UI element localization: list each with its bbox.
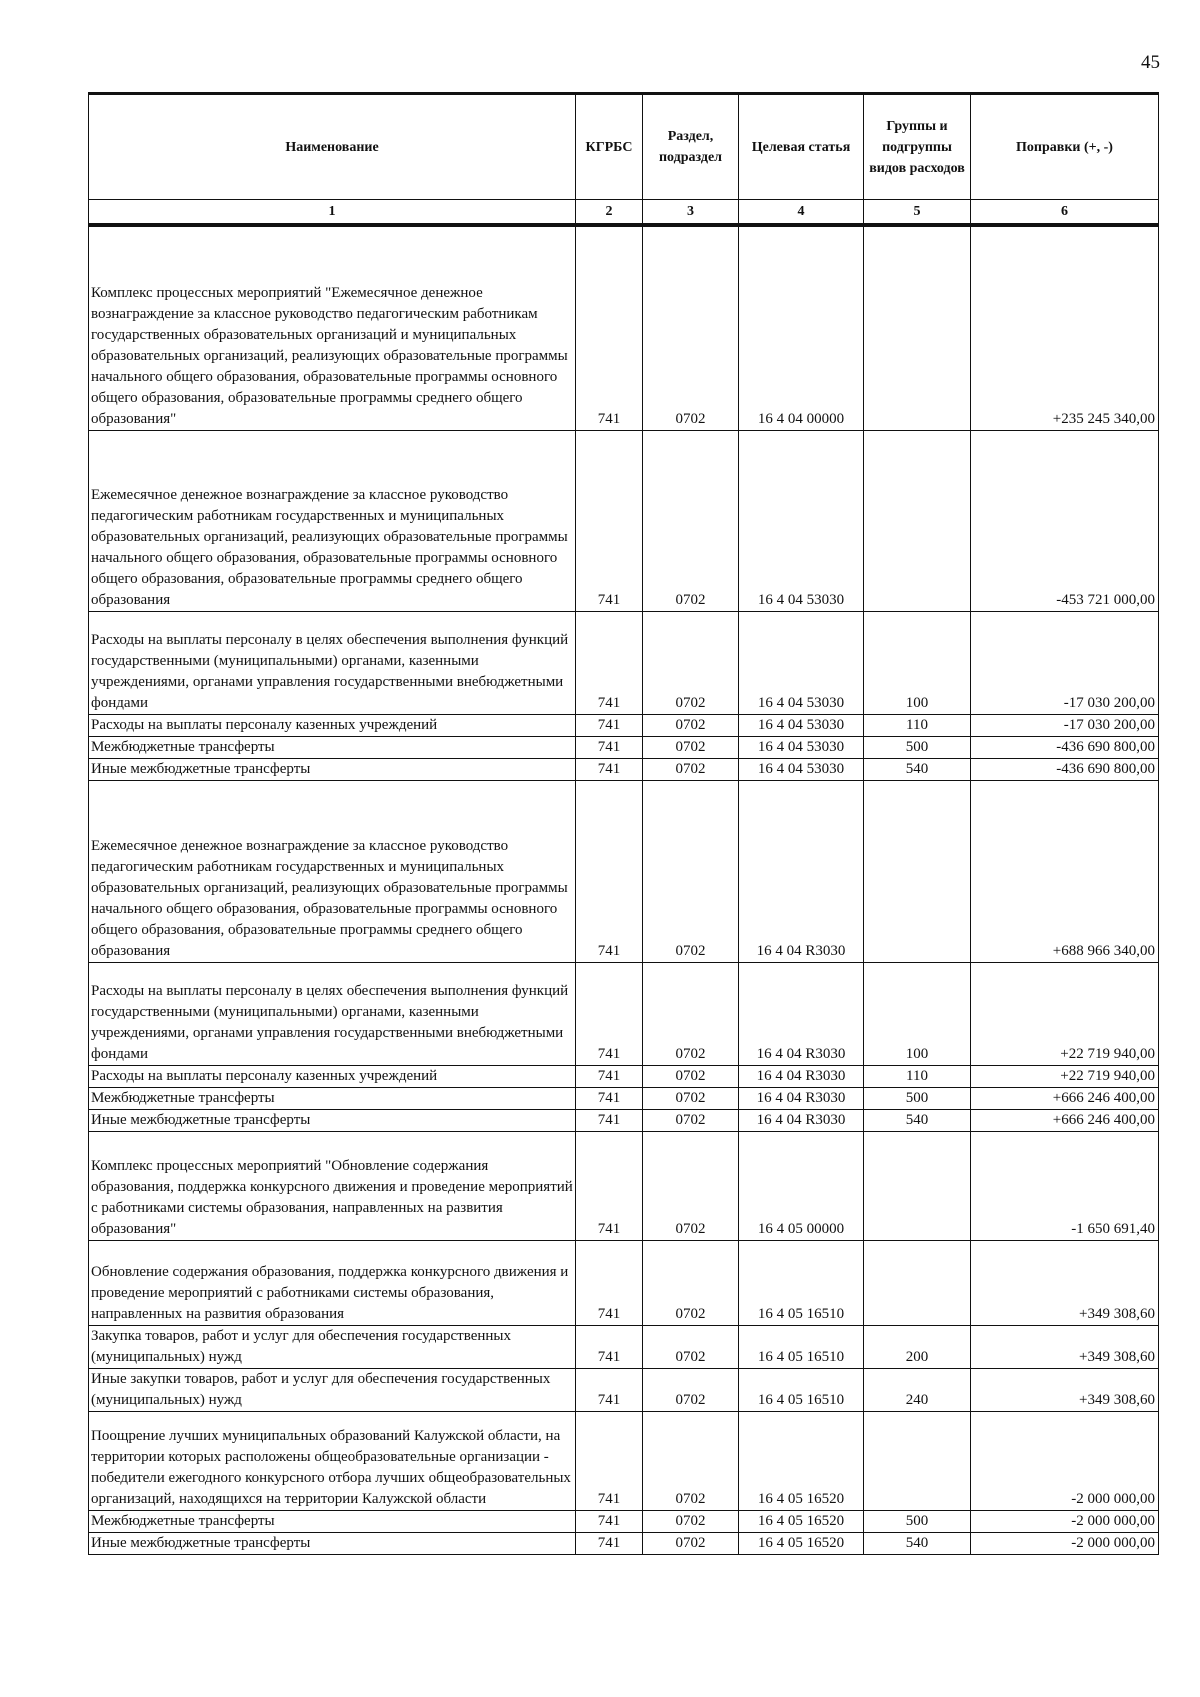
row-section: 0702: [643, 1241, 739, 1326]
page-number: 45: [1141, 52, 1160, 73]
row-group: [864, 1241, 971, 1326]
row-kgrbs: 741: [576, 1412, 643, 1511]
row-group: 110: [864, 1066, 971, 1088]
row-group: [864, 781, 971, 963]
row-section: 0702: [643, 1511, 739, 1533]
column-number: 1: [89, 200, 576, 226]
row-target: 16 4 05 16510: [739, 1326, 864, 1369]
row-group: [864, 225, 971, 431]
row-group: 500: [864, 1088, 971, 1110]
row-kgrbs: 741: [576, 1369, 643, 1412]
column-number: 5: [864, 200, 971, 226]
table-row: [89, 737, 1159, 759]
row-amount: -436 690 800,00: [971, 737, 1159, 759]
row-target: 16 4 04 R3030: [739, 1088, 864, 1110]
table-row: [89, 963, 1159, 1066]
row-target: 16 4 04 R3030: [739, 963, 864, 1066]
table-row: [89, 1412, 1159, 1511]
row-kgrbs: 741: [576, 1088, 643, 1110]
row-target: 16 4 05 16520: [739, 1533, 864, 1555]
row-name: Иные закупки товаров, работ и услуг для обеспечения государственных (муниципальных) нужд: [89, 1369, 576, 1412]
row-name: Поощрение лучших муниципальных образований Калужской области, на территории которых расположены общеобразовательные организации - победители ежегодного конкурсного отбора лучших общеобразовательных организаций, находящихся на территории Калужской области: [89, 1412, 576, 1511]
row-group: 200: [864, 1326, 971, 1369]
row-section: 0702: [643, 781, 739, 963]
row-amount: -2 000 000,00: [971, 1511, 1159, 1533]
row-amount: +22 719 940,00: [971, 1066, 1159, 1088]
row-kgrbs: 741: [576, 759, 643, 781]
row-name: Ежемесячное денежное вознаграждение за классное руководство педагогическим работникам государственных и муниципальных образовательных организаций, реализующих образовательные программы начального общего образования, образовательные программы основного общего образования, образовательные программы среднего общего образования: [89, 781, 576, 963]
row-group: 100: [864, 612, 971, 715]
row-section: 0702: [643, 431, 739, 612]
row-amount: -1 650 691,40: [971, 1132, 1159, 1241]
table-row: [89, 1132, 1159, 1241]
row-name: Иные межбюджетные трансферты: [89, 1533, 576, 1555]
row-group: 100: [864, 963, 971, 1066]
row-section: 0702: [643, 737, 739, 759]
row-name: Комплекс процессных мероприятий "Обновление содержания образования, поддержка конкурсного движения и проведение мероприятий с работниками системы образования, направленных на развития образования": [89, 1132, 576, 1241]
row-amount: -2 000 000,00: [971, 1533, 1159, 1555]
row-target: 16 4 04 53030: [739, 431, 864, 612]
row-section: 0702: [643, 1412, 739, 1511]
row-amount: -17 030 200,00: [971, 715, 1159, 737]
row-target: 16 4 04 R3030: [739, 1110, 864, 1132]
row-kgrbs: 741: [576, 1326, 643, 1369]
table-header: [89, 94, 1159, 226]
row-section: 0702: [643, 1326, 739, 1369]
row-section: 0702: [643, 1110, 739, 1132]
row-section: 0702: [643, 1369, 739, 1412]
table-row: [89, 1088, 1159, 1110]
row-name: Иные межбюджетные трансферты: [89, 759, 576, 781]
row-name: Межбюджетные трансферты: [89, 1088, 576, 1110]
row-kgrbs: 741: [576, 1241, 643, 1326]
row-group: [864, 431, 971, 612]
row-group: [864, 1412, 971, 1511]
header-groups: Группы и подгруппы видов расходов: [864, 94, 971, 200]
row-target: 16 4 04 R3030: [739, 1066, 864, 1088]
row-name: Расходы на выплаты персоналу в целях обеспечения выполнения функций государственными (муниципальными) органами, казенными учреждениями, органами управления государственными внебюджетными фондами: [89, 963, 576, 1066]
table-row: [89, 715, 1159, 737]
column-number: 3: [643, 200, 739, 226]
row-name: Межбюджетные трансферты: [89, 1511, 576, 1533]
row-section: 0702: [643, 225, 739, 431]
row-section: 0702: [643, 1533, 739, 1555]
row-target: 16 4 04 00000: [739, 225, 864, 431]
row-group: 240: [864, 1369, 971, 1412]
row-group: 500: [864, 1511, 971, 1533]
row-group: [864, 1132, 971, 1241]
column-number: 2: [576, 200, 643, 226]
header-amendments: Поправки (+, -): [971, 94, 1159, 200]
row-amount: +22 719 940,00: [971, 963, 1159, 1066]
row-name: Ежемесячное денежное вознаграждение за классное руководство педагогическим работникам государственных и муниципальных образовательных организаций, реализующих образовательные программы начального общего образования, образовательные программы основного общего образования, образовательные программы среднего общего образования: [89, 431, 576, 612]
row-target: 16 4 05 00000: [739, 1132, 864, 1241]
row-amount: -436 690 800,00: [971, 759, 1159, 781]
row-name: Комплекс процессных мероприятий "Ежемесячное денежное вознаграждение за классное руководство педагогическим работникам государственных образовательных организаций и муниципальных образовательных организаций, реализующих образовательные программы начального общего образования, образовательные программы основного общего образования, образовательные программы среднего общего образования": [89, 225, 576, 431]
row-kgrbs: 741: [576, 1110, 643, 1132]
row-target: 16 4 05 16510: [739, 1369, 864, 1412]
row-kgrbs: 741: [576, 1066, 643, 1088]
row-kgrbs: 741: [576, 715, 643, 737]
row-target: 16 4 04 53030: [739, 612, 864, 715]
table-row: [89, 1369, 1159, 1412]
header-target: Целевая статья: [739, 94, 864, 200]
row-target: 16 4 05 16520: [739, 1511, 864, 1533]
row-section: 0702: [643, 1066, 739, 1088]
table-row: [89, 759, 1159, 781]
row-kgrbs: 741: [576, 431, 643, 612]
column-number: 4: [739, 200, 864, 226]
row-kgrbs: 741: [576, 225, 643, 431]
row-group: 500: [864, 737, 971, 759]
row-kgrbs: 741: [576, 612, 643, 715]
header-section: Раздел, подраздел: [643, 94, 739, 200]
row-name: Обновление содержания образования, поддержка конкурсного движения и проведение мероприятий с работниками системы образования, направленных на развития образования: [89, 1241, 576, 1326]
header-kgrbs: КГРБС: [576, 94, 643, 200]
column-number: 6: [971, 200, 1159, 226]
row-amount: +688 966 340,00: [971, 781, 1159, 963]
row-group: 110: [864, 715, 971, 737]
row-section: 0702: [643, 1132, 739, 1241]
row-name: Межбюджетные трансферты: [89, 737, 576, 759]
row-amount: -453 721 000,00: [971, 431, 1159, 612]
row-target: 16 4 05 16510: [739, 1241, 864, 1326]
row-amount: +666 246 400,00: [971, 1110, 1159, 1132]
row-amount: +349 308,60: [971, 1326, 1159, 1369]
table-row: [89, 1533, 1159, 1555]
table-row: [89, 1241, 1159, 1326]
row-amount: +349 308,60: [971, 1369, 1159, 1412]
row-kgrbs: 741: [576, 963, 643, 1066]
row-section: 0702: [643, 963, 739, 1066]
row-name: Расходы на выплаты персоналу казенных учреждений: [89, 715, 576, 737]
row-amount: +666 246 400,00: [971, 1088, 1159, 1110]
row-name: Расходы на выплаты персоналу в целях обеспечения выполнения функций государственными (муниципальными) органами, казенными учреждениями, органами управления государственными внебюджетными фондами: [89, 612, 576, 715]
row-target: 16 4 04 R3030: [739, 781, 864, 963]
row-amount: +349 308,60: [971, 1241, 1159, 1326]
table-row: [89, 431, 1159, 612]
row-section: 0702: [643, 612, 739, 715]
row-kgrbs: 741: [576, 1511, 643, 1533]
table-row: [89, 781, 1159, 963]
row-kgrbs: 741: [576, 737, 643, 759]
table-row: [89, 1511, 1159, 1533]
row-name: Закупка товаров, работ и услуг для обеспечения государственных (муниципальных) нужд: [89, 1326, 576, 1369]
row-amount: -2 000 000,00: [971, 1412, 1159, 1511]
row-amount: -17 030 200,00: [971, 612, 1159, 715]
row-kgrbs: 741: [576, 1132, 643, 1241]
row-section: 0702: [643, 759, 739, 781]
row-target: 16 4 05 16520: [739, 1412, 864, 1511]
row-amount: +235 245 340,00: [971, 225, 1159, 431]
row-section: 0702: [643, 1088, 739, 1110]
table-row: [89, 612, 1159, 715]
row-kgrbs: 741: [576, 781, 643, 963]
row-target: 16 4 04 53030: [739, 759, 864, 781]
row-group: 540: [864, 759, 971, 781]
row-name: Иные межбюджетные трансферты: [89, 1110, 576, 1132]
row-kgrbs: 741: [576, 1533, 643, 1555]
row-group: 540: [864, 1533, 971, 1555]
row-name: Расходы на выплаты персоналу казенных учреждений: [89, 1066, 576, 1088]
row-target: 16 4 04 53030: [739, 737, 864, 759]
header-name: Наименование: [89, 94, 576, 200]
row-section: 0702: [643, 715, 739, 737]
table-row: [89, 1110, 1159, 1132]
row-group: 540: [864, 1110, 971, 1132]
budget-amendments-table: [88, 92, 1159, 1555]
table-row: [89, 1066, 1159, 1088]
table-row: [89, 1326, 1159, 1369]
row-target: 16 4 04 53030: [739, 715, 864, 737]
table-row: [89, 225, 1159, 431]
